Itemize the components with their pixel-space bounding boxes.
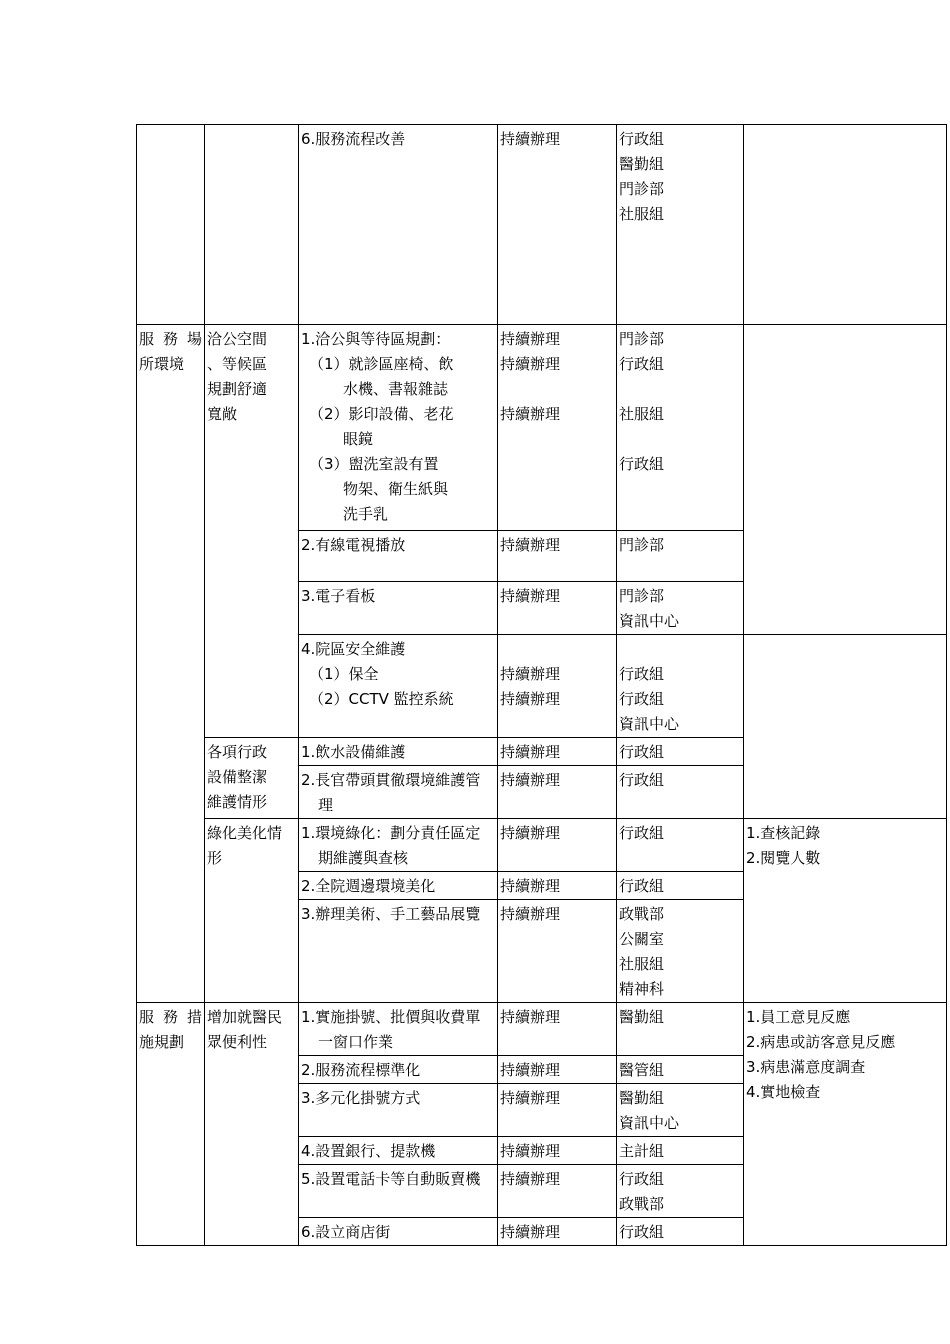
item-cell: 6.設立商店街 [299,1218,498,1246]
check-cell: 1.查核記錄 2.閱覽人數 [744,819,947,1003]
item-cell: 1.環境綠化：劃分責任區定期維護與查核 [299,819,498,872]
item-cell: 4.院區安全維護 （1）保全 （2）CCTV 監控系統 [299,635,498,738]
unit-cell: 行政組 [617,872,744,900]
subcategory-cell: 增加就醫民眾便利性 [205,1003,299,1246]
subcategory-cell: 洽公空間 、等候區 規劃舒適 寬敞 [205,325,299,738]
unit-cell: 行政組 行政組 資訊中心 [617,635,744,738]
item-cell: 1.洽公與等待區規劃： （1）就診區座椅、飲 水機、書報雜誌 （2）影印設備、老花 眼鏡 （3）盥洗室設有置 物架、衛生紙與 洗手乳 [299,325,498,531]
unit-cell: 行政組 [617,738,744,766]
check-cell [744,635,947,819]
unit-cell: 醫勤組 [617,1003,744,1056]
category-cell [137,125,205,325]
table-row [137,1003,947,1056]
table-row [137,325,947,531]
item-cell: 5.設置電話卡等自動販賣機 [299,1165,498,1218]
status-cell: 持續辦理 [498,819,617,872]
unit-cell: 行政組 政戰部 [617,1165,744,1218]
check-cell [744,325,947,635]
status-cell: 持續辦理 [498,872,617,900]
unit-cell: 門診部 行政組 社服組 行政組 [617,325,744,531]
status-cell: 持續辦理 持續辦理 [498,635,617,738]
status-cell: 持續辦理 持續辦理 持續辦理 [498,325,617,531]
category-cell: 服 務 措 施規劃 [137,1003,205,1246]
subcategory-cell: 綠化美化情形 [205,819,299,1003]
unit-cell: 行政組 [617,1218,744,1246]
unit-cell: 行政組 [617,766,744,819]
unit-cell: 醫管組 [617,1056,744,1084]
table-row [137,125,947,325]
unit-cell: 門診部 資訊中心 [617,582,744,635]
status-cell: 持續辦理 [498,582,617,635]
item-cell: 1.實施掛號、批價與收費單一窗口作業 [299,1003,498,1056]
check-cell [744,125,947,325]
status-cell: 持續辦理 [498,1165,617,1218]
unit-cell: 醫勤組 資訊中心 [617,1084,744,1137]
status-cell: 持續辦理 [498,1056,617,1084]
item-cell: 2.全院週邊環境美化 [299,872,498,900]
status-cell: 持續辦理 [498,1218,617,1246]
status-cell: 持續辦理 [498,900,617,1003]
status-cell: 持續辦理 [498,1003,617,1056]
category-cell: 服 務 場 所環境 [137,325,205,1003]
unit-cell: 政戰部 公關室 社服組 精神科 [617,900,744,1003]
status-cell: 持續辦理 [498,531,617,582]
item-cell: 3.辦理美術、手工藝品展覽 [299,900,498,1003]
subcategory-cell: 各項行政 設備整潔 維護情形 [205,738,299,819]
item-cell: 1.飲水設備維護 [299,738,498,766]
item-cell: 3.電子看板 [299,582,498,635]
subcategory-cell [205,125,299,325]
status-cell: 持續辦理 [498,766,617,819]
check-cell: 1.員工意見反應 2.病患或訪客意見反應 3.病患滿意度調查 4.實地檢查 [744,1003,947,1246]
status-cell: 持續辦理 [498,1084,617,1137]
item-cell: 2.長官帶頭貫徹環境維護管理 [299,766,498,819]
item-cell: 2.服務流程標準化 [299,1056,498,1084]
unit-cell: 行政組 [617,819,744,872]
unit-cell: 主計組 [617,1137,744,1165]
status-cell: 持續辦理 [498,1137,617,1165]
status-cell: 持續辦理 [498,738,617,766]
item-cell: 2.有線電視播放 [299,531,498,582]
item-cell: 6.服務流程改善 [299,125,498,325]
status-cell: 持續辦理 [498,125,617,325]
unit-cell: 門診部 [617,531,744,582]
unit-cell: 行政組 醫勤組 門診部 社服組 [617,125,744,325]
item-cell: 4.設置銀行、提款機 [299,1137,498,1165]
table-row [137,819,947,872]
item-cell: 3.多元化掛號方式 [299,1084,498,1137]
plan-table [136,124,947,1246]
